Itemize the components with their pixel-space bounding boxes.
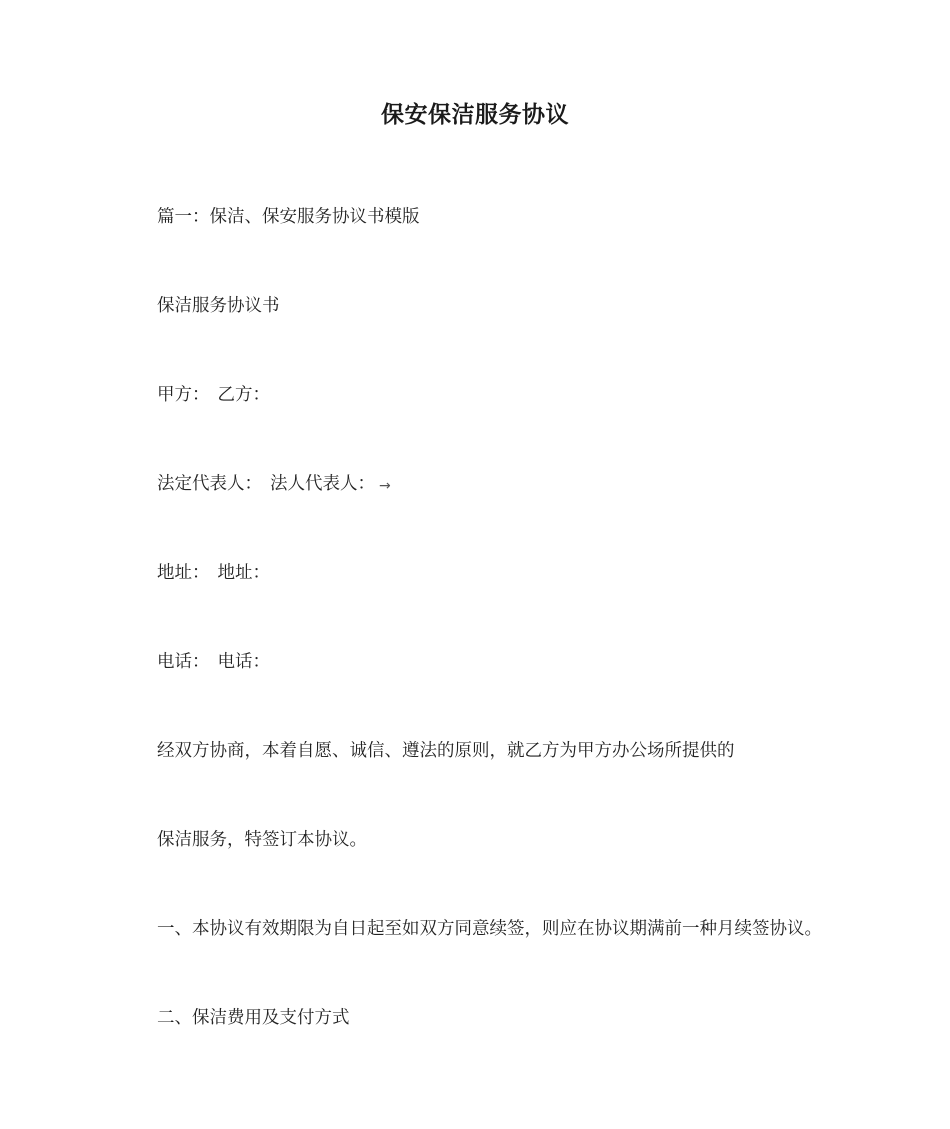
document-title: 保安保洁服务协议 (381, 102, 569, 128)
address-a-label: 地址： (157, 563, 210, 583)
chapter-heading: 篇一：保洁、保安服务协议书模版 (157, 207, 420, 227)
phone-b-label: 电话： (217, 652, 270, 672)
preamble-line-1: 经双方协商，本着自愿、诚信、遵法的原则，就乙方为甲方办公场所提供的 (157, 741, 735, 761)
clause-2: 二、保洁费用及支付方式 (157, 1008, 350, 1028)
address-b-label: 地址： (217, 563, 270, 583)
rep-a-label: 法定代表人： (157, 474, 262, 494)
representatives-line (157, 472, 391, 497)
agreement-subtitle: 保洁服务协议书 (157, 296, 280, 316)
phone-a-label: 电话： (157, 652, 210, 672)
phone-line (157, 650, 270, 674)
preamble-line-2: 保洁服务，特签订本协议。 (157, 830, 367, 850)
address-line (157, 561, 270, 585)
party-a-label: 甲方： (157, 385, 210, 405)
party-b-label: 乙方： (217, 385, 270, 405)
clause-1: 一、本协议有效期限为自日起至如双方同意续签，则应在协议期满前一种月续签协议。 (157, 919, 822, 939)
rep-b-label: 法人代表人： (270, 474, 375, 494)
parties-line (157, 383, 270, 407)
arrow-icon: → (379, 478, 391, 494)
